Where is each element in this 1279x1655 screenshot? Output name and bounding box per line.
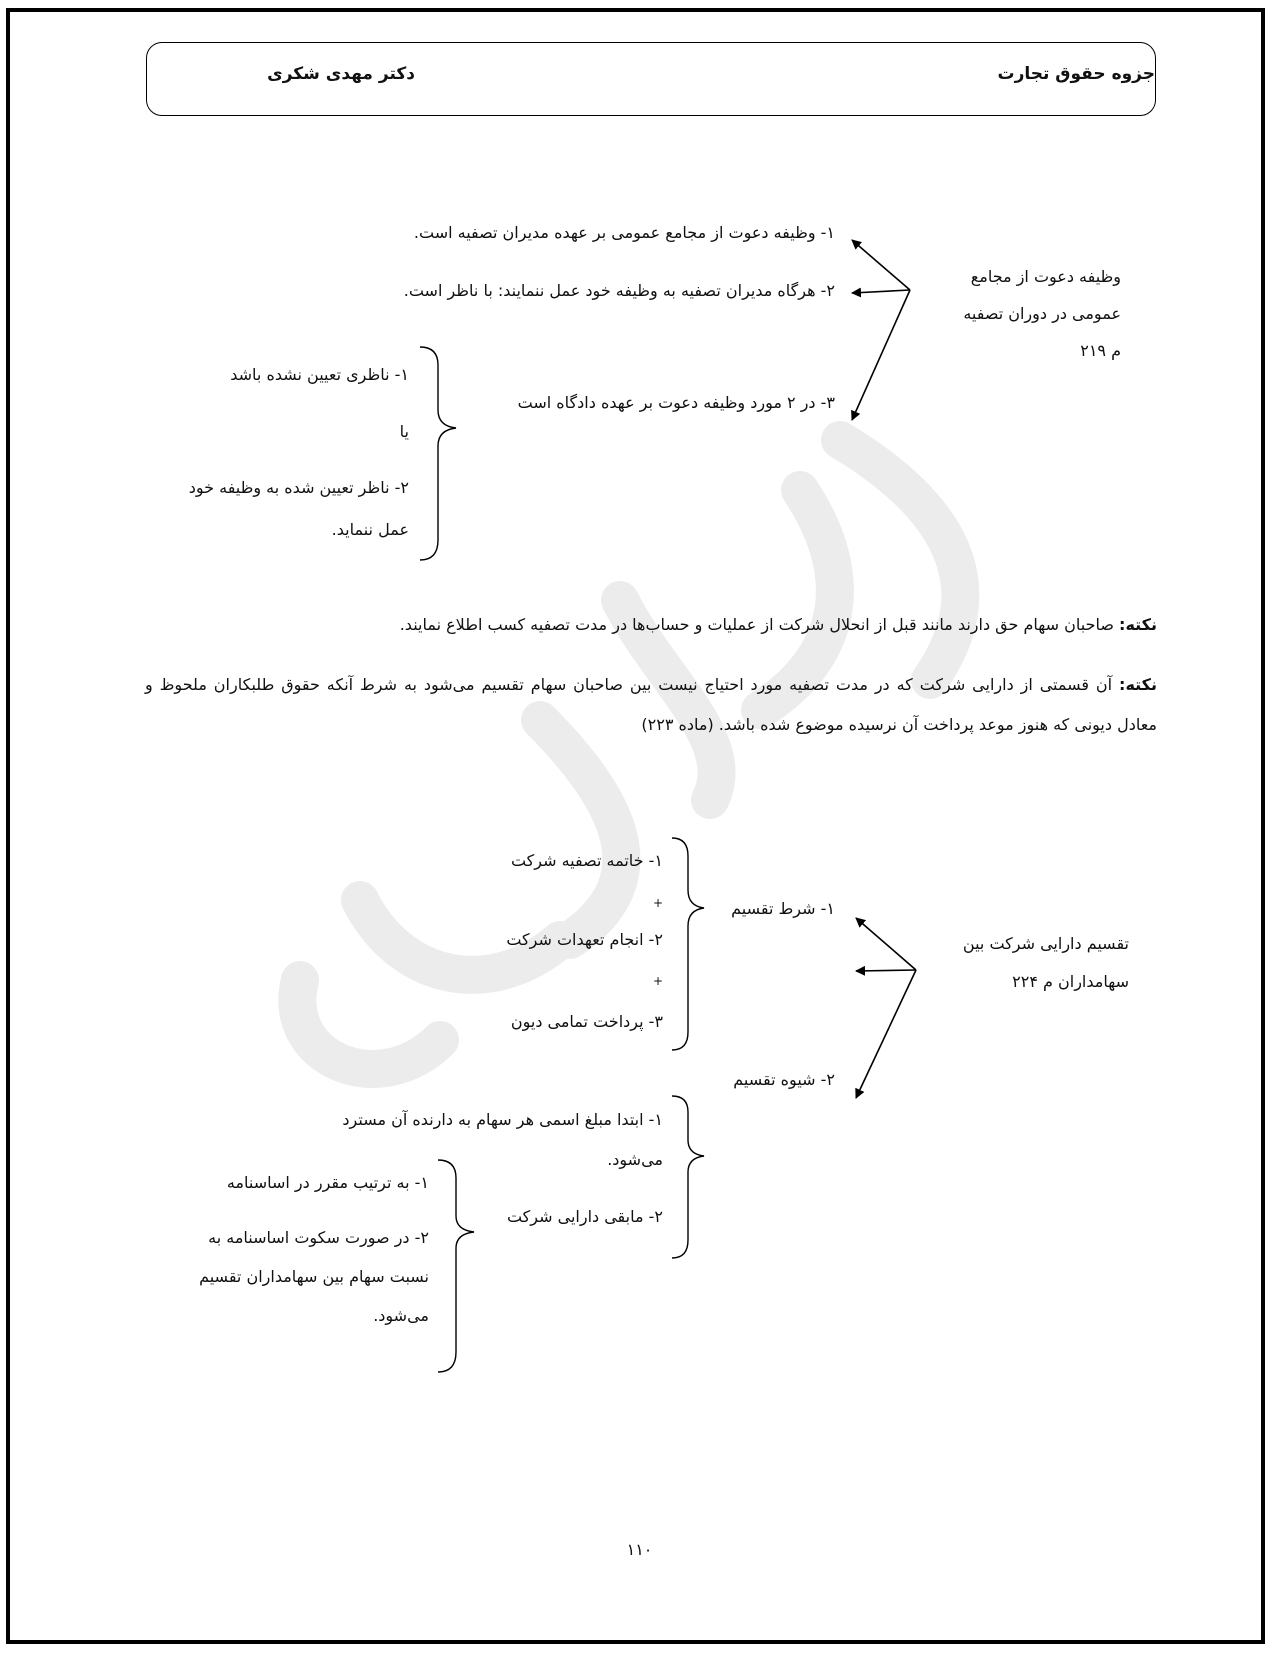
plus-sign: + [652, 974, 663, 988]
diagram2-branch-2: ۲- شیوه تقسیم [733, 1070, 835, 1089]
diagram1-topic-line: وظیفه دعوت از مجامع [970, 267, 1121, 286]
diagram2-arrows [856, 918, 916, 1098]
plus-sign: + [652, 896, 663, 910]
diagram2-topic-2: سهامداران م ۲۲۴ [1012, 972, 1129, 991]
condition-item: ۳- پرداخت تمامی دیون [510, 1012, 663, 1031]
diagram2-brace-conditions [672, 838, 704, 1050]
note-text: آن قسمتی از دارایی شرکت که در مدت تصفیه مورد احتیاج نیست بین صاحبان سهام تقسیم می‌شود به شرط آنکه حقوق طلبکاران ملحوظ و معادل دیونی که هنوز موعد پرداخت آن نرسیده موضوع شده باشد. (ماده ۲۲۳) [145, 675, 1157, 734]
diagram2-branch-1: ۱- شرط تقسیم [731, 899, 835, 918]
condition-item: ۱- خاتمه تصفیه شرکت [510, 851, 663, 870]
diagram1-topic [963, 258, 1121, 369]
method-item-2: ۲- مابقی دارایی شرکت [506, 1207, 663, 1226]
remainder-sub-2c: می‌شود. [373, 1306, 429, 1325]
diagram1-arrows [852, 240, 910, 420]
note-label: نکته: [1119, 675, 1157, 694]
condition-item: ۲- انجام تعهدات شرکت [506, 930, 663, 949]
diagram2-topic-1: تقسیم دارایی شرکت بین [962, 934, 1129, 953]
remainder-sub-2b: نسبت سهام بین سهامداران تقسیم [199, 1267, 429, 1286]
diagram1-sub-2a: ۲- ناظر تعیین شده به وظیفه خود [188, 478, 409, 497]
remainder-sub-1: ۱- به ترتیب مقرر در اساسنامه [226, 1173, 429, 1192]
note-label: نکته: [1119, 615, 1157, 634]
header-title: جزوه حقوق تجارت [997, 64, 1155, 84]
diagram1-topic-line: م ۲۱۹ [1080, 341, 1121, 360]
diagram2-brace-remainder [438, 1160, 474, 1372]
diagram1-item-1: ۱- وظیفه دعوت از مجامع عمومی بر عهده مدیران تصفیه است. [413, 223, 835, 242]
method-item-1b: می‌شود. [607, 1150, 663, 1169]
method-item-1a: ۱- ابتدا مبلغ اسمی هر سهام به دارنده آن مسترد [342, 1110, 663, 1129]
diagram1-sub-2b: عمل ننماید. [331, 520, 409, 539]
header-author: دکتر مهدی شکری [267, 64, 415, 84]
remainder-sub-2a: ۲- در صورت سکوت اساسنامه به [208, 1228, 429, 1247]
note-text: صاحبان سهام حق دارند مانند قبل از انحلال شرکت از عملیات و حساب‌ها در مدت تصفیه کسب اطلاع نمایند. [399, 615, 1120, 634]
note-1 [145, 605, 1157, 645]
diagram1-topic-line: عمومی در دوران تصفیه [963, 304, 1121, 323]
diagram1-sub-1: ۱- ناظری تعیین نشده باشد [230, 365, 409, 384]
diagram1-sub-or: یا [399, 422, 409, 441]
diagram1-item-2: ۲- هرگاه مدیران تصفیه به وظیفه خود عمل ننمایند: با ناظر است. [403, 281, 835, 300]
note-2 [145, 665, 1157, 745]
diagram1-brace [420, 347, 456, 560]
diagram2-brace-method [672, 1096, 704, 1258]
page-number: ۱۱۰ [626, 1540, 653, 1559]
diagram1-item-3: ۳- در ۲ مورد وظیفه دعوت بر عهده دادگاه است [517, 393, 835, 412]
